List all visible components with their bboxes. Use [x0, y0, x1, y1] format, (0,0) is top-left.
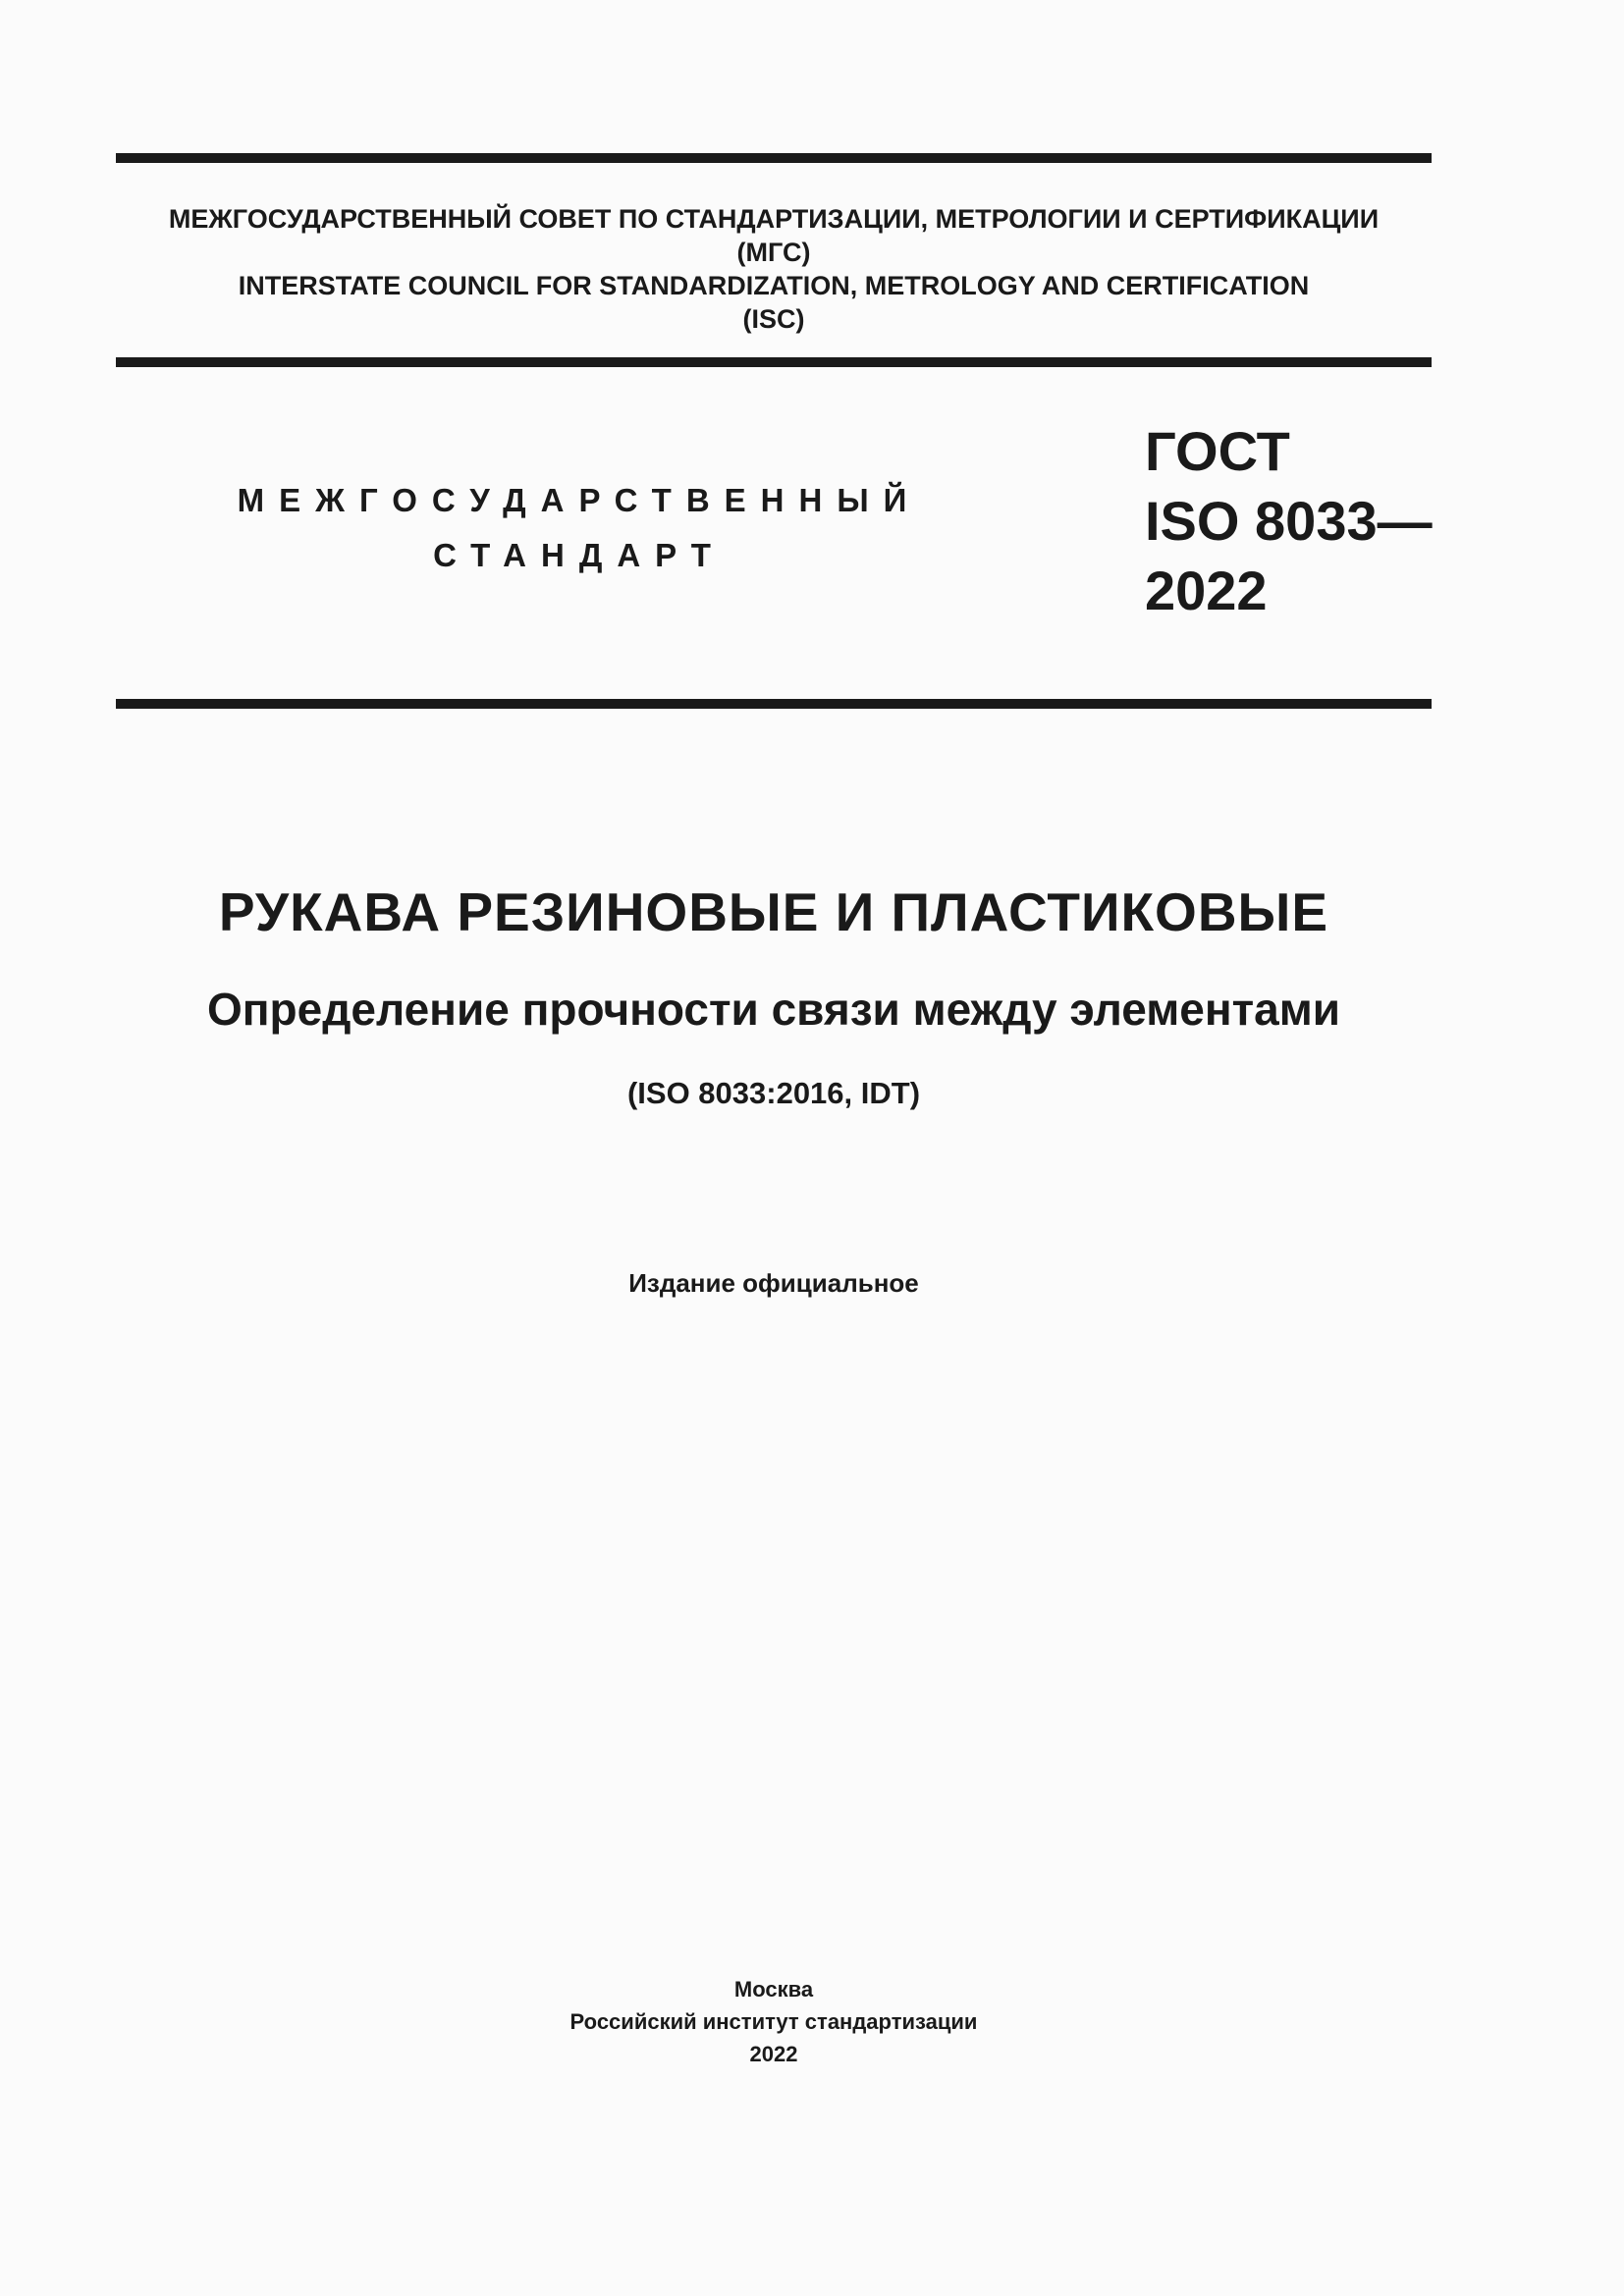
- standard-type: [226, 473, 933, 583]
- imprint-year: 2022: [749, 2042, 798, 2066]
- iso-reference: (ISO 8033:2016, IDT): [626, 1076, 921, 1110]
- imprint: [116, 1973, 1432, 2070]
- council-abbr-ru: (МГС): [736, 238, 811, 267]
- imprint-publisher: Российский институт стандартизации: [569, 2009, 978, 2034]
- standard-code-line1: ГОСТ: [1145, 420, 1290, 482]
- imprint-city: Москва: [733, 1977, 814, 2002]
- document-subtitle: Определение прочности связи между элементами: [206, 984, 1341, 1035]
- standard-code-line3: 2022: [1145, 560, 1268, 621]
- council-bottom-rule: [116, 357, 1432, 367]
- council-abbr-en: (ISC): [742, 304, 805, 334]
- council-header: [116, 202, 1432, 336]
- council-name-ru: МЕЖГОСУДАРСТВЕННЫЙ СОВЕТ ПО СТАНДАРТИЗАЦИИ, МЕТРОЛОГИИ И СЕРТИФИКАЦИИ: [168, 204, 1380, 234]
- standard-code-line2: ISO 8033—: [1145, 490, 1433, 552]
- standard-type-line2: СТАНДАРТ: [433, 537, 726, 573]
- edition-note: Издание официальное: [628, 1268, 919, 1298]
- designation-bottom-rule: [116, 699, 1432, 709]
- standard-code: [1145, 416, 1433, 625]
- top-rule: [116, 153, 1432, 163]
- council-name-en: INTERSTATE COUNCIL FOR STANDARDIZATION, METROLOGY AND CERTIFICATION: [238, 271, 1310, 300]
- standard-type-line1: МЕЖГОСУДАРСТВЕННЫЙ: [237, 482, 922, 518]
- document-title: РУКАВА РЕЗИНОВЫЕ И ПЛАСТИКОВЫЕ: [218, 881, 1329, 942]
